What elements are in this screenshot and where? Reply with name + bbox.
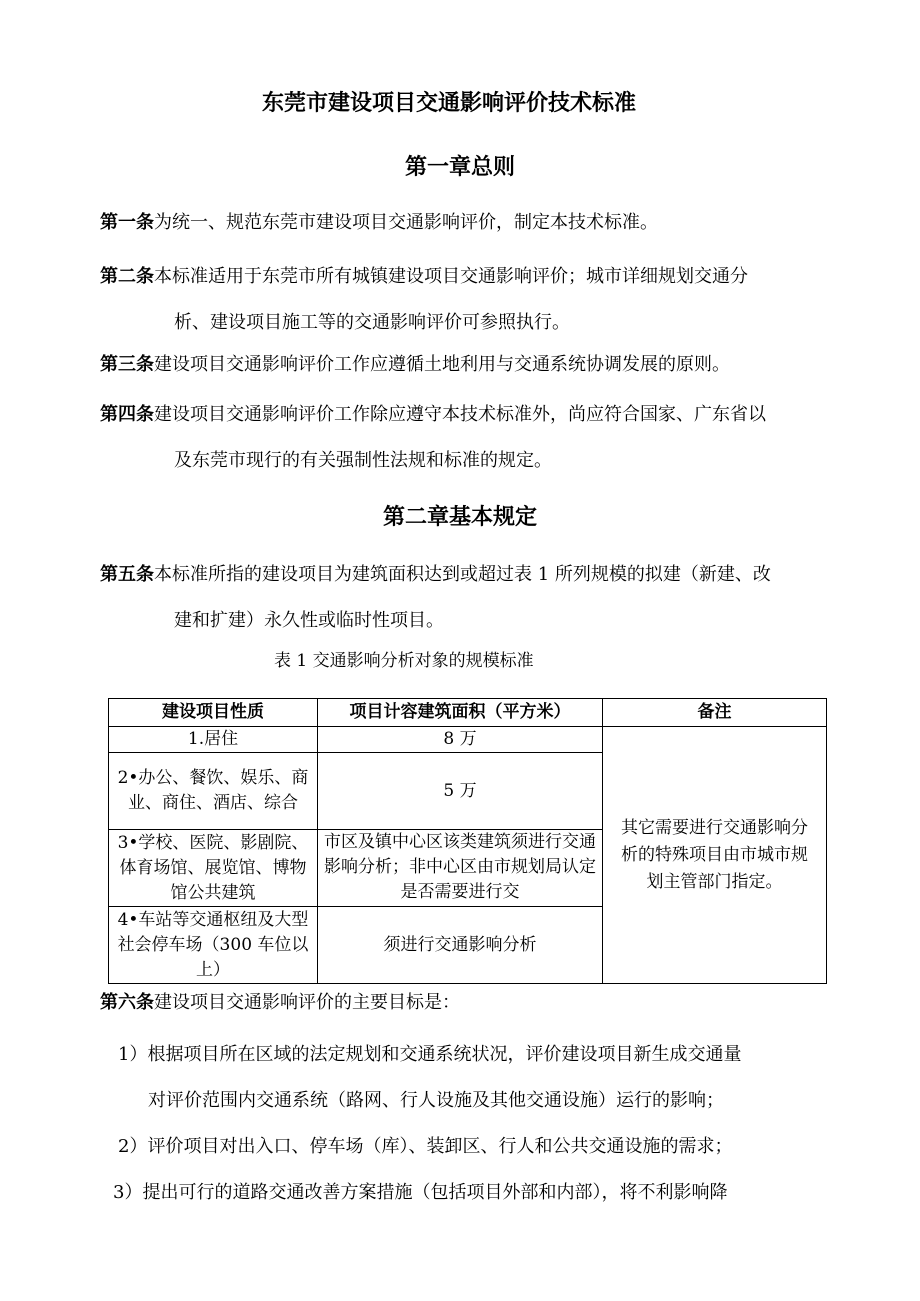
article-text: 为统一、规范东莞市建设项目交通影响评价，制定本技术标准。 [154,212,658,233]
goal-text-continued: 对评价范围内交通系统（路网、行人设施及其他交通设施）运行的影响； [148,1090,724,1111]
chapter-1-heading: 第一章总则 [405,155,516,180]
chapter-2-heading: 第二章基本规定 [383,505,538,530]
cell-floor-area: 市区及镇中心区该类建筑须进行交通影响分析；非中心区由市规划局认定是否需要进行交 [324,832,596,902]
header-floor-area: 项目计容建筑面积（平方米） [318,699,603,727]
article-label: 第五条 [100,564,154,585]
header-remark: 备注 [603,699,827,727]
article-3 [100,342,830,388]
article-label: 第四条 [100,404,154,425]
article-label: 第一条 [100,212,154,233]
article-label: 第二条 [100,266,154,287]
article-text: 建设项目交通影响评价工作应遵循土地利用与交通系统协调发展的原则。 [154,354,730,375]
article-text: 本标准所指的建设项目为建筑面积达到或超过表 1 所列规模的拟建（新建、改 [154,564,771,585]
goal-item-2 [118,1124,818,1170]
cell-project-type: 3•学校、医院、影剧院、体育场馆、展览馆、博物馆公共建筑 [109,830,318,907]
article-text-continued: 析、建设项目施工等的交通影响评价可参照执行。 [174,312,570,333]
article-label: 第六条 [100,992,154,1013]
article-text: 建设项目交通影响评价的主要目标是： [154,992,460,1013]
goal-text: 2）评价项目对出入口、停车场（库）、装卸区、行人和公共交通设施的需求； [118,1136,733,1157]
table-row [109,727,827,753]
cell-floor-area: 须进行交通影响分析 [318,907,603,984]
cell-project-type: 1.居住 [109,727,318,753]
article-4 [100,392,830,484]
table-caption: 表 1 交通影响分析对象的规模标准 [274,651,534,671]
cell-floor-area: 8 万 [318,727,603,753]
article-text: 本标准适用于东莞市所有城镇建设项目交通影响评价；城市详细规划交通分 [154,266,748,287]
article-text: 建设项目交通影响评价工作除应遵守本技术标准外，尚应符合国家、广东省以 [154,404,766,425]
document-title: 东莞市建设项目交通影响评价技术标准 [262,91,637,116]
article-6 [100,988,460,1014]
goal-text: 3）提出可行的道路交通改善方案措施（包括项目外部和内部），将不利影响降 [113,1182,728,1203]
table-header-row [109,699,827,727]
article-label: 第三条 [100,354,154,375]
cell-project-type: 2•办公、餐饮、娱乐、商业、商住、酒店、综合 [109,753,318,830]
article-5 [100,552,830,644]
cell-remark: 其它需要进行交通影响分析的特殊项目由市城市规划主管部门指定。 [603,727,827,984]
cell-floor-area: 5 万 [318,753,603,830]
article-text-continued: 及东莞市现行的有关强制性法规和标准的规定。 [174,450,552,471]
article-1 [100,200,830,246]
article-2 [100,254,830,346]
goal-text: 1）根据项目所在区域的法定规划和交通系统状况，评价建设项目新生成交通量 [118,1044,742,1065]
header-project-type: 建设项目性质 [109,699,318,727]
goal-item-1 [118,1032,818,1124]
goal-item-3 [113,1170,813,1216]
scale-standard-table [108,698,827,984]
cell-project-type: 4•车站等交通枢纽及大型社会停车场（300 车位以上） [109,907,318,984]
article-text-continued: 建和扩建）永久性或临时性项目。 [174,610,444,631]
